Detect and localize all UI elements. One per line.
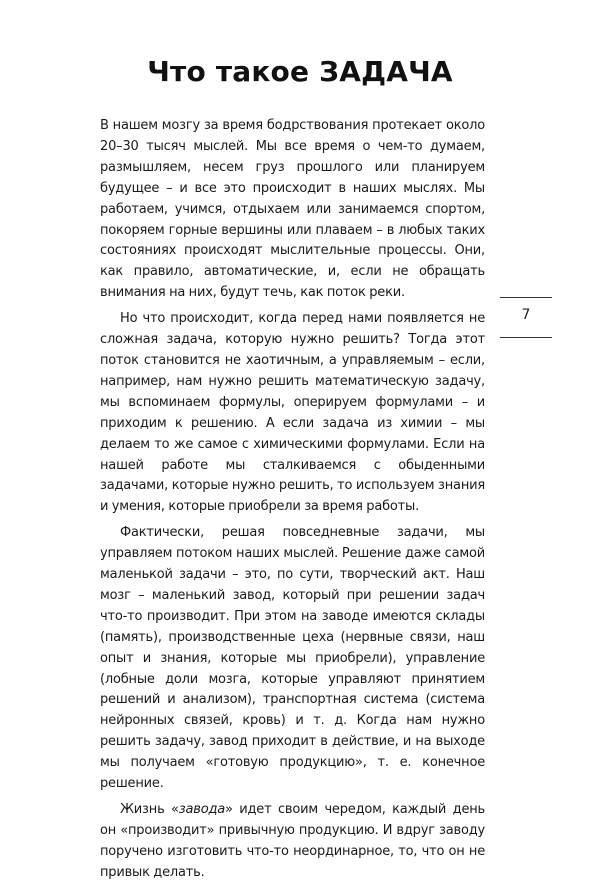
paragraph-4: [100, 800, 485, 884]
page-number-rule-top: [500, 297, 552, 298]
page-number: 7: [521, 307, 531, 323]
paragraph-4-start: Жизнь «: [120, 802, 179, 817]
page-number-rule-bottom: [500, 337, 552, 338]
paragraph-4-end: » идет своим чередом, каждый день он «производит» привычную продукцию. И вдруг заводу поручено изготовить что-то неординарное, то, что он не привык делать.: [100, 802, 485, 880]
page-number-marker: [500, 297, 552, 337]
paragraph-3: Фактически, решая повседневные задачи, мы управляем потоком наших мыслей. Решение даже самой маленькой задачи – это, по сути, творческий акт. Наш мозг – маленький завод, который при решении задач что-то производит. При этом на заводе имеются склады (память), производственные цеха (нервные связи, наш опыт и знания, которые мы приобрели), управление (лобные доли мозга, которые управляют принятием решений и анализом), транспортная система (система нейронных связей, кровь) и т. д. Когда нам нужно решить задачу, завод приходит в действие, и на выходе мы получаем «готовую продукцию», т. е. конечное решение.: [100, 525, 485, 792]
body-text: [100, 116, 485, 889]
page-title: Что такое ЗАДАЧА: [147, 55, 453, 88]
paragraph-2: Но что происходит, когда перед нами появляется не сложная задача, которую нужно решить? Тогда этот поток становится не хаотичным, а управляемым – если, например, нам нужно решить математическую задачу, мы вспоминаем формулы, оперируем формулами – и приходим к решению. А если задача из химии – мы делаем то же самое с химическими формулами. Если на нашей работе мы сталкиваемся с обыденными задачами, которые нужно решить, то используем знания и умения, которые приобрели за время работы.: [100, 311, 485, 515]
paragraph-1: В нашем мозгу за время бодрствования протекает около 20–30 тысяч мыслей. Мы все время о чем-то думаем, размышляем, несем груз прошлого или планируем будущее – и все это происходит в наших мыслях. Мы работаем, учимся, отдыхаем или занимаемся спортом, покоряем горные вершины или плаваем – в любых таких состояниях происходят мыслительные процессы. Они, как правило, автоматические, и, если не обращать внимания на них, будут течь, как поток реки.: [100, 118, 485, 301]
paragraph-4-italic-word: завода: [178, 802, 226, 817]
